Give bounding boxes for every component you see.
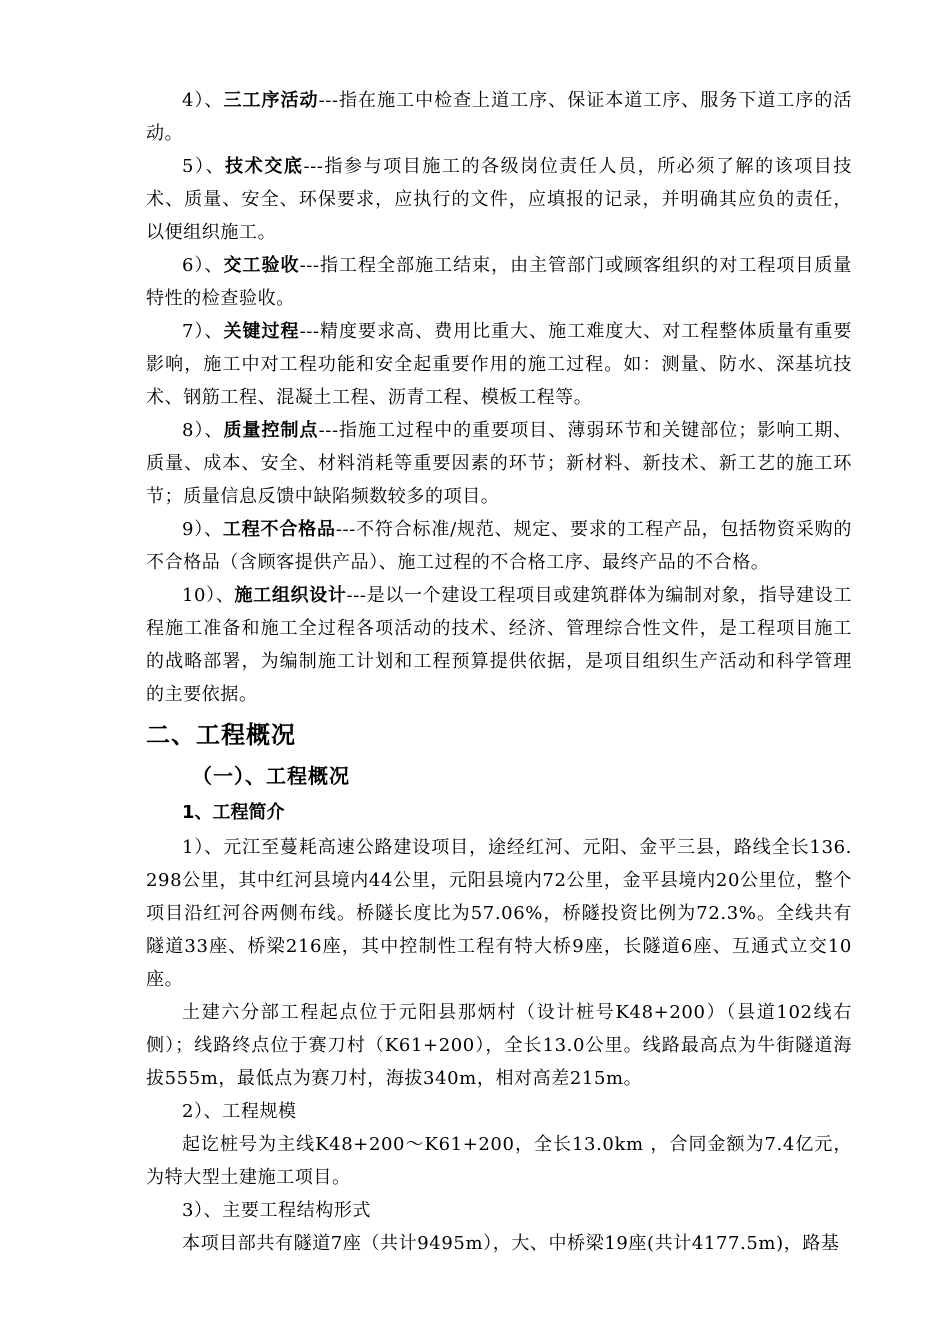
definition-text: ---指在施工中检查上道工序、保证本道工序、服务下道工序的活动。 (146, 90, 852, 144)
definition-number: 6）、 (182, 255, 224, 276)
definition-text: ---是以一个建设工程项目或建筑群体为编制对象，指导建设工程施工准备和施工全过程各项活动的技术、经济、管理综合性文件，是工程项目施工的战略部署，为编制施工计划和工程预算提供依据，是项目组织生产活动和科学管理的主要依据。 (146, 585, 852, 705)
definition-term: 技术交底 (225, 156, 304, 177)
document-body (146, 84, 852, 1260)
definition-term: 交工验收 (223, 255, 300, 276)
structure-paragraph: 本项目部共有隧道7座（共计9495m），大、中桥梁19座(共计4177.5m)，路基 (182, 1233, 840, 1254)
definition-item-4 (146, 84, 852, 150)
definition-item-8 (146, 414, 852, 513)
scale-paragraph: 起讫桩号为主线K48+200～K61+200，全长13.0km ，合同金额为7.4亿元，为特大型土建施工项目。 (146, 1134, 852, 1188)
definition-term: 关键过程 (223, 321, 300, 342)
definition-text: ---精度要求高、费用比重大、施工难度大、对工程整体质量有重要影响，施工中对工程功能和安全起重要作用的施工过程。如：测量、防水、深基坑技术、钢筋工程、混凝土工程、沥青工程、模板工程等。 (146, 321, 852, 408)
definition-number: 10）、 (182, 585, 235, 606)
scale-title: 2）、工程规模 (182, 1101, 297, 1122)
definition-term: 施工组织设计 (234, 585, 347, 606)
structure-title: 3）、主要工程结构形式 (182, 1200, 372, 1221)
definition-number: 8）、 (182, 420, 224, 441)
definition-number: 9）、 (182, 519, 223, 540)
definition-number: 7）、 (182, 321, 224, 342)
definition-number: 5）、 (182, 156, 226, 177)
subsection-heading: （一）、工程概况 (192, 764, 350, 788)
definition-text: ---指参与项目施工的各级岗位责任人员，所必须了解的该项目技术、质量、安全、环保要求，应执行的文件，应填报的记录，并明确其应负的责任，以便组织施工。 (146, 156, 852, 243)
definition-term: 工程不合格品 (222, 519, 336, 540)
definition-text: ---指施工过程中的重要项目、薄弱环节和关键部位；影响工期、质量、成本、安全、材料消耗等重要因素的环节；新材料、新技术、新工艺的施工环节；质量信息反馈中缺陷频数较多的项目。 (146, 420, 852, 507)
section-location-paragraph: 土建六分部工程起点位于元阳县那炳村（设计桩号K48+200）（县道102线右侧）；线路终点位于赛刀村（K61+200），全长13.0公里。线路最高点为牛街隧道海拔555m，最低点为赛刀村，海拔340m，相对高差215m。 (146, 1002, 852, 1089)
definition-number: 4）、 (182, 90, 224, 111)
definition-item-5 (146, 150, 852, 249)
definition-item-7 (146, 315, 852, 414)
sub-subsection-heading: 1、工程简介 (182, 802, 285, 823)
definition-term: 质量控制点 (223, 420, 319, 441)
section-heading: 二、工程概况 (146, 721, 296, 749)
overview-paragraph: 1）、元江至蔓耗高速公路建设项目，途经红河、元阳、金平三县，路线全长136.298公里，其中红河县境内44公里，元阳县境内72公里，金平县境内20公里位，整个项目沿红河谷两侧布线。桥隧长度比为57.06%，桥隧投资比例为72.3%。全线共有隧道33座、桥梁216座，其中控制性工程有特大桥9座，长隧道6座、互通式立交10座。 (146, 837, 852, 990)
definition-text: ---指工程全部施工结束，由主管部门或顾客组织的对工程项目质量特性的检查验收。 (146, 255, 852, 309)
definition-text: ---不符合标准/规范、规定、要求的工程产品，包括物资采购的不合格品（含顾客提供产品）、施工过程的不合格工序、最终产品的不合格。 (146, 519, 852, 573)
definition-item-10 (146, 579, 852, 711)
definition-term: 三工序活动 (223, 90, 319, 111)
definition-item-6 (146, 249, 852, 315)
definition-item-9 (146, 513, 852, 579)
